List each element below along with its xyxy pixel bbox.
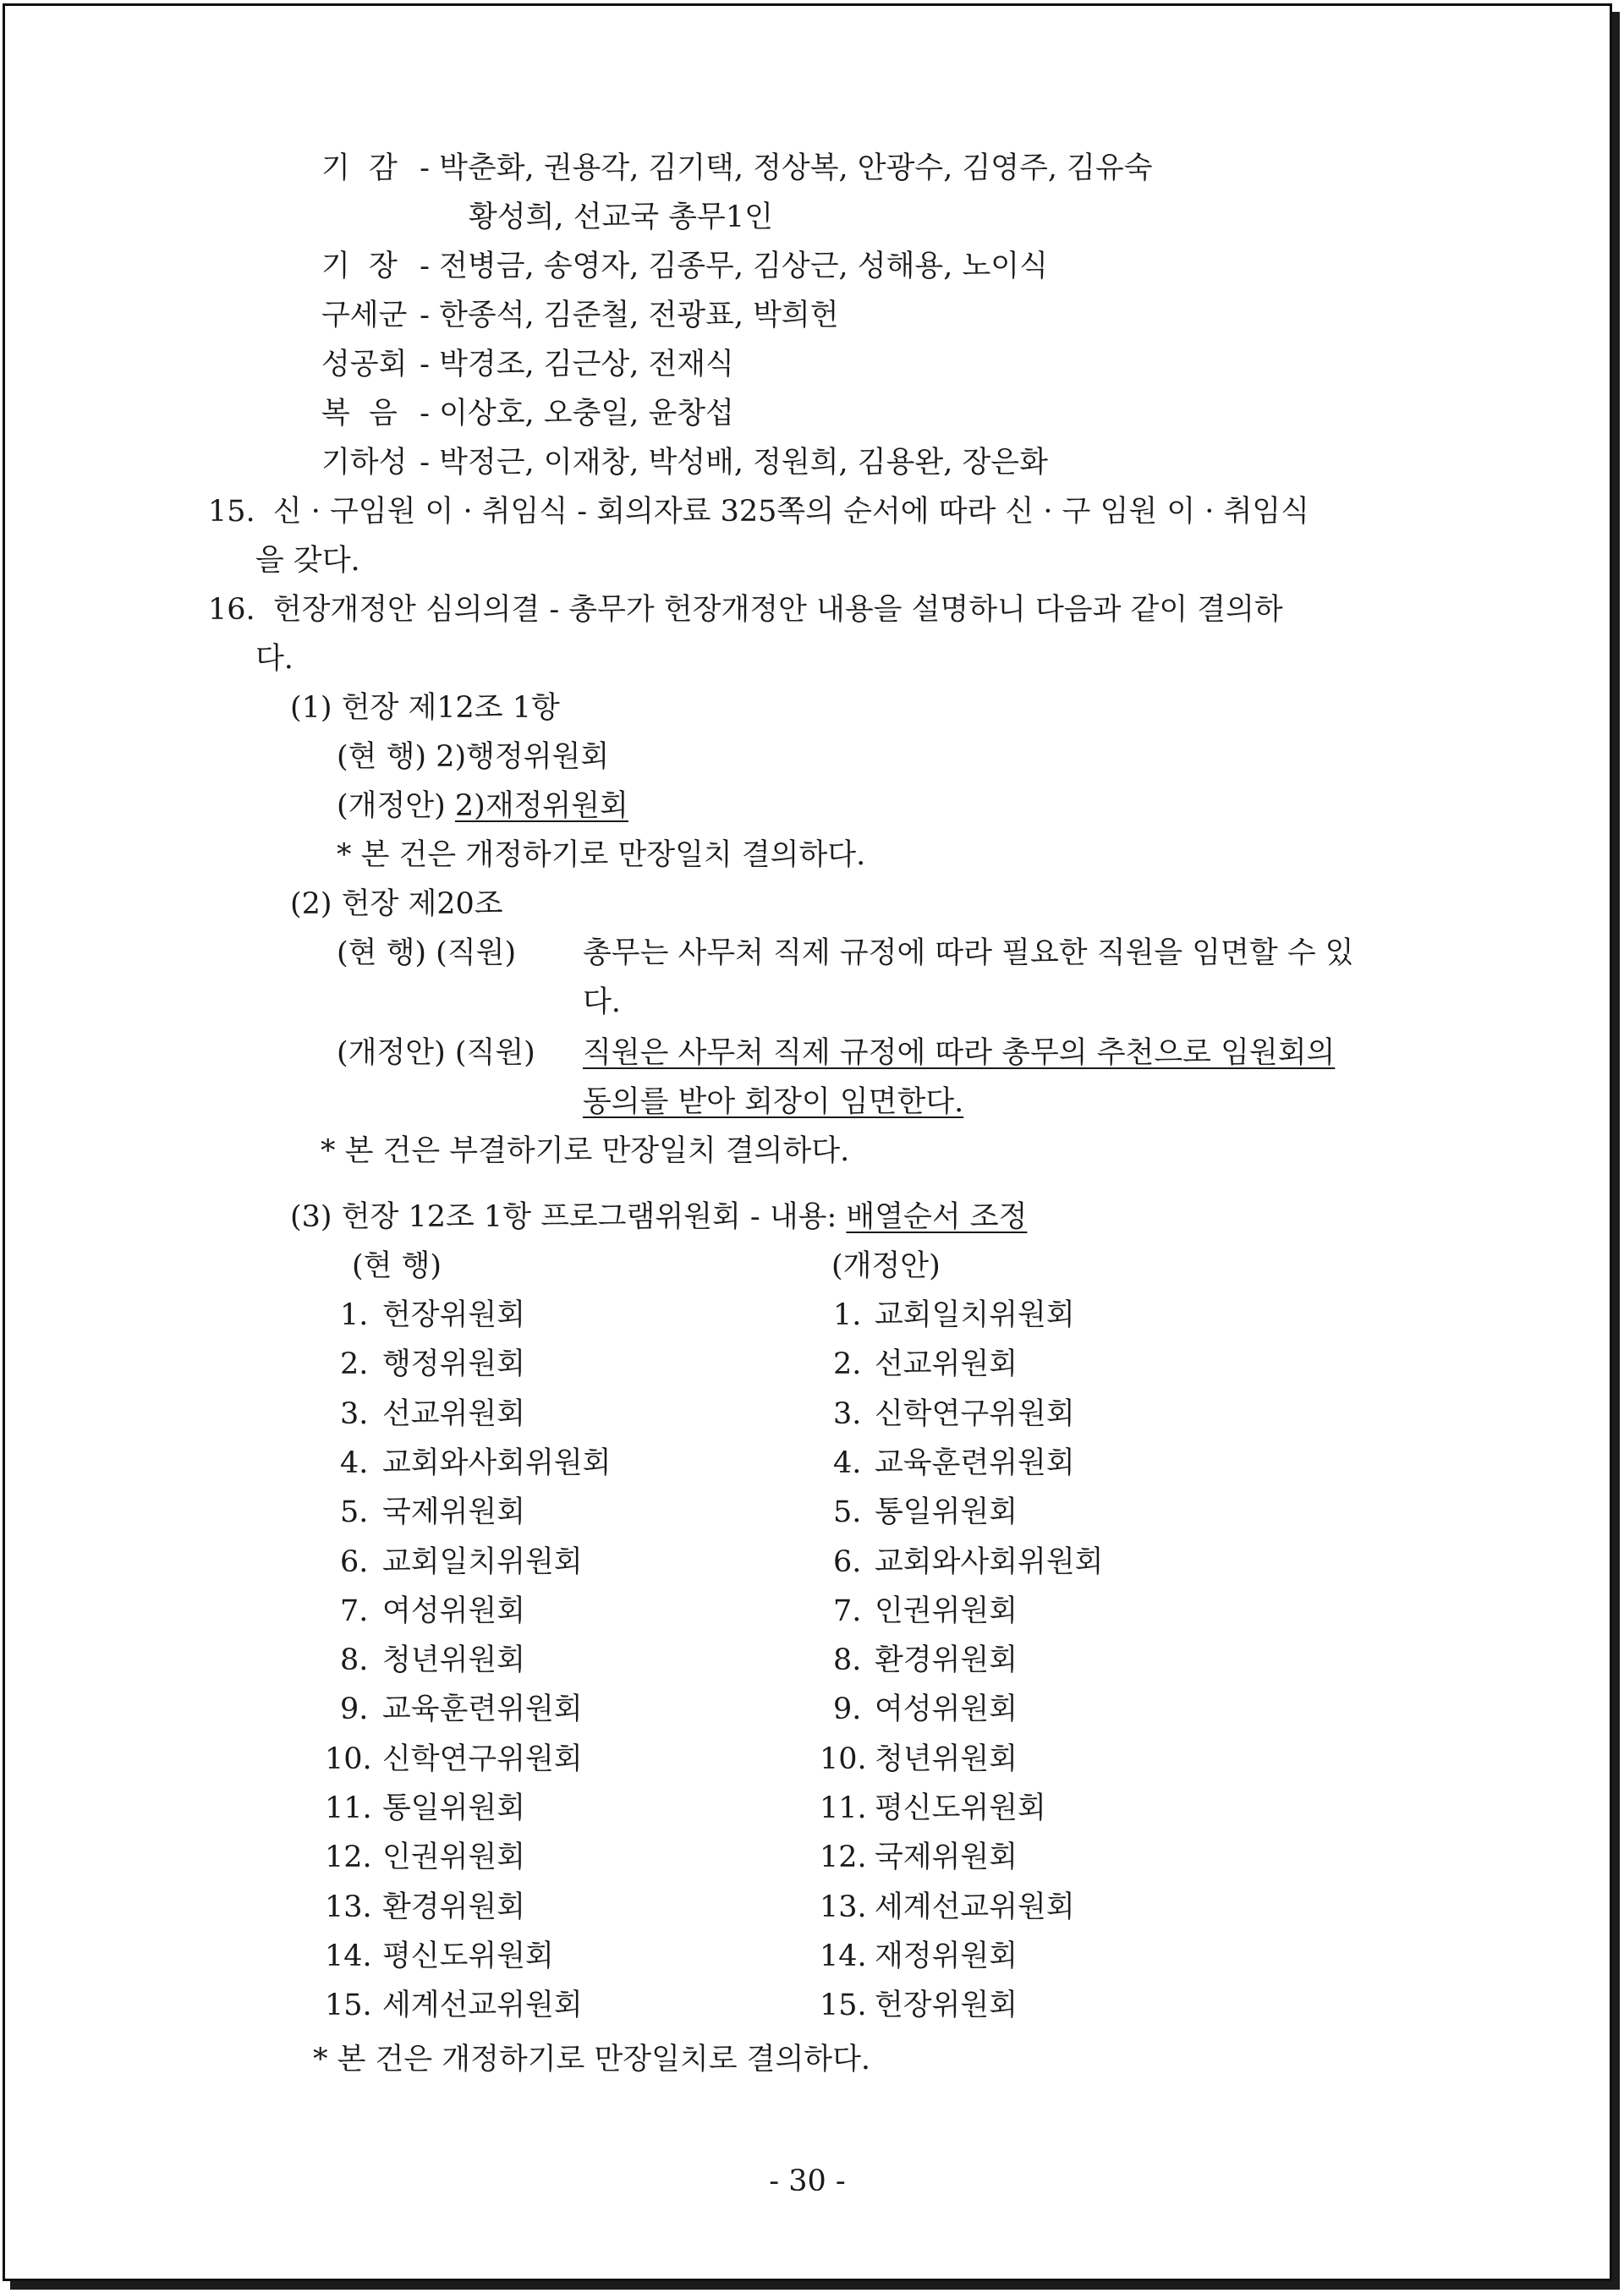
sub3-heading <box>290 1199 1027 1236</box>
list-number: 15. <box>820 1989 867 2022</box>
current-committee: 선교위원회 <box>382 1397 526 1431</box>
sub3-current-label: (현 행) <box>352 1249 442 1283</box>
separator: - <box>410 151 440 185</box>
list-number: 1. <box>340 1298 369 1332</box>
list-number: 5. <box>340 1495 369 1529</box>
revised-committee: 교회와사회위원회 <box>875 1545 1104 1579</box>
delegate-row <box>321 395 734 432</box>
revised-committee: 청년위원회 <box>875 1742 1018 1776</box>
list-number: 13. <box>820 1890 867 1924</box>
sub2-revised-text-2: 동의를 받아 회장이 임면한다. <box>583 1085 964 1119</box>
sub1-revised-text: 2)재정위원회 <box>454 789 628 823</box>
list-number: 9. <box>340 1692 369 1726</box>
list-number: 3. <box>340 1397 369 1431</box>
delegate-row <box>321 346 734 383</box>
item-16-text: 헌장개정안 심의의결 - 총무가 헌장개정안 내용을 설명하니 다음과 같이 결의하 <box>272 593 1283 627</box>
revised-committee: 신학연구위원회 <box>875 1397 1075 1431</box>
sub2-heading: (2) 헌장 제20조 <box>290 887 503 921</box>
item-16-number: 16. <box>208 593 255 627</box>
revised-committee: 선교위원회 <box>875 1347 1018 1381</box>
denomination-label: 기 장 <box>321 250 398 283</box>
list-number: 11. <box>325 1791 372 1825</box>
current-committee: 신학연구위원회 <box>382 1742 583 1776</box>
list-number: 11. <box>820 1791 867 1825</box>
sub1-current-text: 2)행정위원회 <box>436 740 610 774</box>
denomination-label: 구세군 <box>321 299 408 332</box>
list-number: 14. <box>820 1939 867 1973</box>
item-15-number: 15. <box>208 495 255 529</box>
separator: - <box>410 250 440 283</box>
denomination-label: 성공회 <box>321 348 408 381</box>
sub1-revised <box>337 787 628 825</box>
current-committee: 행정위원회 <box>382 1347 526 1381</box>
current-committee: 교회일치위원회 <box>382 1545 583 1579</box>
list-number: 15. <box>325 1989 372 2022</box>
sub1-current <box>337 738 609 776</box>
list-number: 13. <box>325 1890 372 1924</box>
revised-committee: 인권위원회 <box>875 1594 1018 1628</box>
sub2-revised-label: (개정안) (직원) <box>337 1036 535 1070</box>
list-number: 3. <box>833 1397 862 1431</box>
sub2-current-label: (현 행) (직원) <box>337 936 517 970</box>
list-number: 12. <box>820 1840 867 1874</box>
item-16-line-1 <box>208 591 1283 628</box>
revised-committee: 교회일치위원회 <box>875 1298 1075 1332</box>
list-number: 10. <box>325 1742 372 1776</box>
delegate-names: 황성희, 선교국 총무1인 <box>469 200 773 234</box>
list-number: 4. <box>340 1446 369 1480</box>
sub1-revised-label: (개정안) <box>337 789 446 823</box>
revised-committee: 통일위원회 <box>875 1495 1018 1529</box>
revised-committee: 헌장위원회 <box>875 1989 1018 2022</box>
list-number: 4. <box>833 1446 862 1480</box>
list-number: 6. <box>833 1545 862 1579</box>
delegate-row <box>469 199 773 236</box>
current-committee: 교회와사회위원회 <box>382 1446 612 1480</box>
current-committee: 국제위원회 <box>382 1495 526 1529</box>
list-number: 10. <box>820 1742 867 1776</box>
list-number: 7. <box>833 1594 862 1628</box>
list-number: 8. <box>340 1643 369 1677</box>
list-number: 2. <box>340 1347 369 1381</box>
current-committee: 환경위원회 <box>382 1890 526 1924</box>
list-number: 9. <box>833 1692 862 1726</box>
delegate-row <box>321 297 839 334</box>
separator: - <box>410 446 440 480</box>
sub3-heading-underlined: 배열순서 조정 <box>846 1200 1028 1234</box>
current-committee: 교육훈련위원회 <box>382 1692 583 1726</box>
item-15-line-2: 을 갖다. <box>255 544 360 578</box>
delegate-names: 전병금, 송영자, 김종무, 김상근, 성해용, 노이식 <box>439 250 1048 283</box>
delegate-names: 한종석, 김준철, 전광표, 박희헌 <box>439 299 839 332</box>
list-number: 5. <box>833 1495 862 1529</box>
revised-committee: 환경위원회 <box>875 1643 1018 1677</box>
delegate-names: 박춘화, 권용각, 김기택, 정상복, 안광수, 김영주, 김유숙 <box>439 151 1153 185</box>
sub3-resolution: * 본 건은 개정하기로 만장일치로 결의하다. <box>313 2043 871 2076</box>
list-number: 8. <box>833 1643 862 1677</box>
list-number: 6. <box>340 1545 369 1579</box>
item-15-text: 신 · 구임원 이 · 취임식 - 회의자료 325쪽의 순서에 따라 신 · 구 임원 이 · 취임식 <box>272 495 1309 529</box>
current-committee: 인권위원회 <box>382 1840 526 1874</box>
revised-committee: 교육훈련위원회 <box>875 1446 1075 1480</box>
sub3-revised-label: (개정안) <box>831 1249 941 1283</box>
sub2-current-text-1: 총무는 사무처 직제 규정에 따라 필요한 직원을 임면할 수 있 <box>583 936 1354 970</box>
current-committee: 통일위원회 <box>382 1791 526 1825</box>
current-committee: 여성위원회 <box>382 1594 526 1628</box>
revised-committee: 평신도위원회 <box>875 1791 1046 1825</box>
revised-committee: 국제위원회 <box>875 1840 1018 1874</box>
sub2-resolution: * 본 건은 부결하기로 만장일치 결의하다. <box>321 1134 850 1168</box>
denomination-label: 복 음 <box>321 397 398 431</box>
revised-committee: 세계선교위원회 <box>875 1890 1075 1924</box>
revised-committee: 여성위원회 <box>875 1692 1018 1726</box>
separator: - <box>410 348 440 381</box>
current-committee: 헌장위원회 <box>382 1298 526 1332</box>
separator: - <box>410 397 440 431</box>
sub2-revised-text-1: 직원은 사무처 직제 규정에 따라 총무의 추천으로 임원회의 <box>583 1036 1336 1070</box>
delegate-names: 이상호, 오충일, 윤창섭 <box>439 397 734 431</box>
delegate-names: 박정근, 이재창, 박성배, 정원희, 김용완, 장은화 <box>439 446 1048 480</box>
delegate-row <box>321 248 1048 285</box>
list-number: 2. <box>833 1347 862 1381</box>
page-number: - 30 - <box>769 2164 846 2198</box>
sub1-heading: (1) 헌장 제12조 1항 <box>290 691 560 725</box>
list-number: 14. <box>325 1939 372 1973</box>
denomination-label: 기하성 <box>321 446 408 480</box>
delegate-names: 박경조, 김근상, 전재식 <box>439 348 734 381</box>
document-page <box>3 3 1612 2281</box>
item-16-line-2: 다. <box>255 642 294 676</box>
current-committee: 세계선교위원회 <box>382 1989 583 2022</box>
sub1-current-label: (현 행) <box>337 740 427 774</box>
list-number: 7. <box>340 1594 369 1628</box>
current-committee: 청년위원회 <box>382 1643 526 1677</box>
separator: - <box>410 299 440 332</box>
current-committee: 평신도위원회 <box>382 1939 554 1973</box>
sub1-resolution: * 본 건은 개정하기로 만장일치 결의하다. <box>337 838 866 872</box>
sub3-heading-text: (3) 헌장 12조 1항 프로그램위원회 - 내용: <box>290 1200 847 1234</box>
delegate-row <box>321 150 1153 187</box>
delegate-row <box>321 444 1048 481</box>
item-15-line-1 <box>208 493 1309 530</box>
list-number: 12. <box>325 1840 372 1874</box>
list-number: 1. <box>833 1298 862 1332</box>
revised-committee: 재정위원회 <box>875 1939 1018 1973</box>
denomination-label: 기 감 <box>321 151 398 185</box>
sub2-current-text-2: 다. <box>583 985 621 1019</box>
